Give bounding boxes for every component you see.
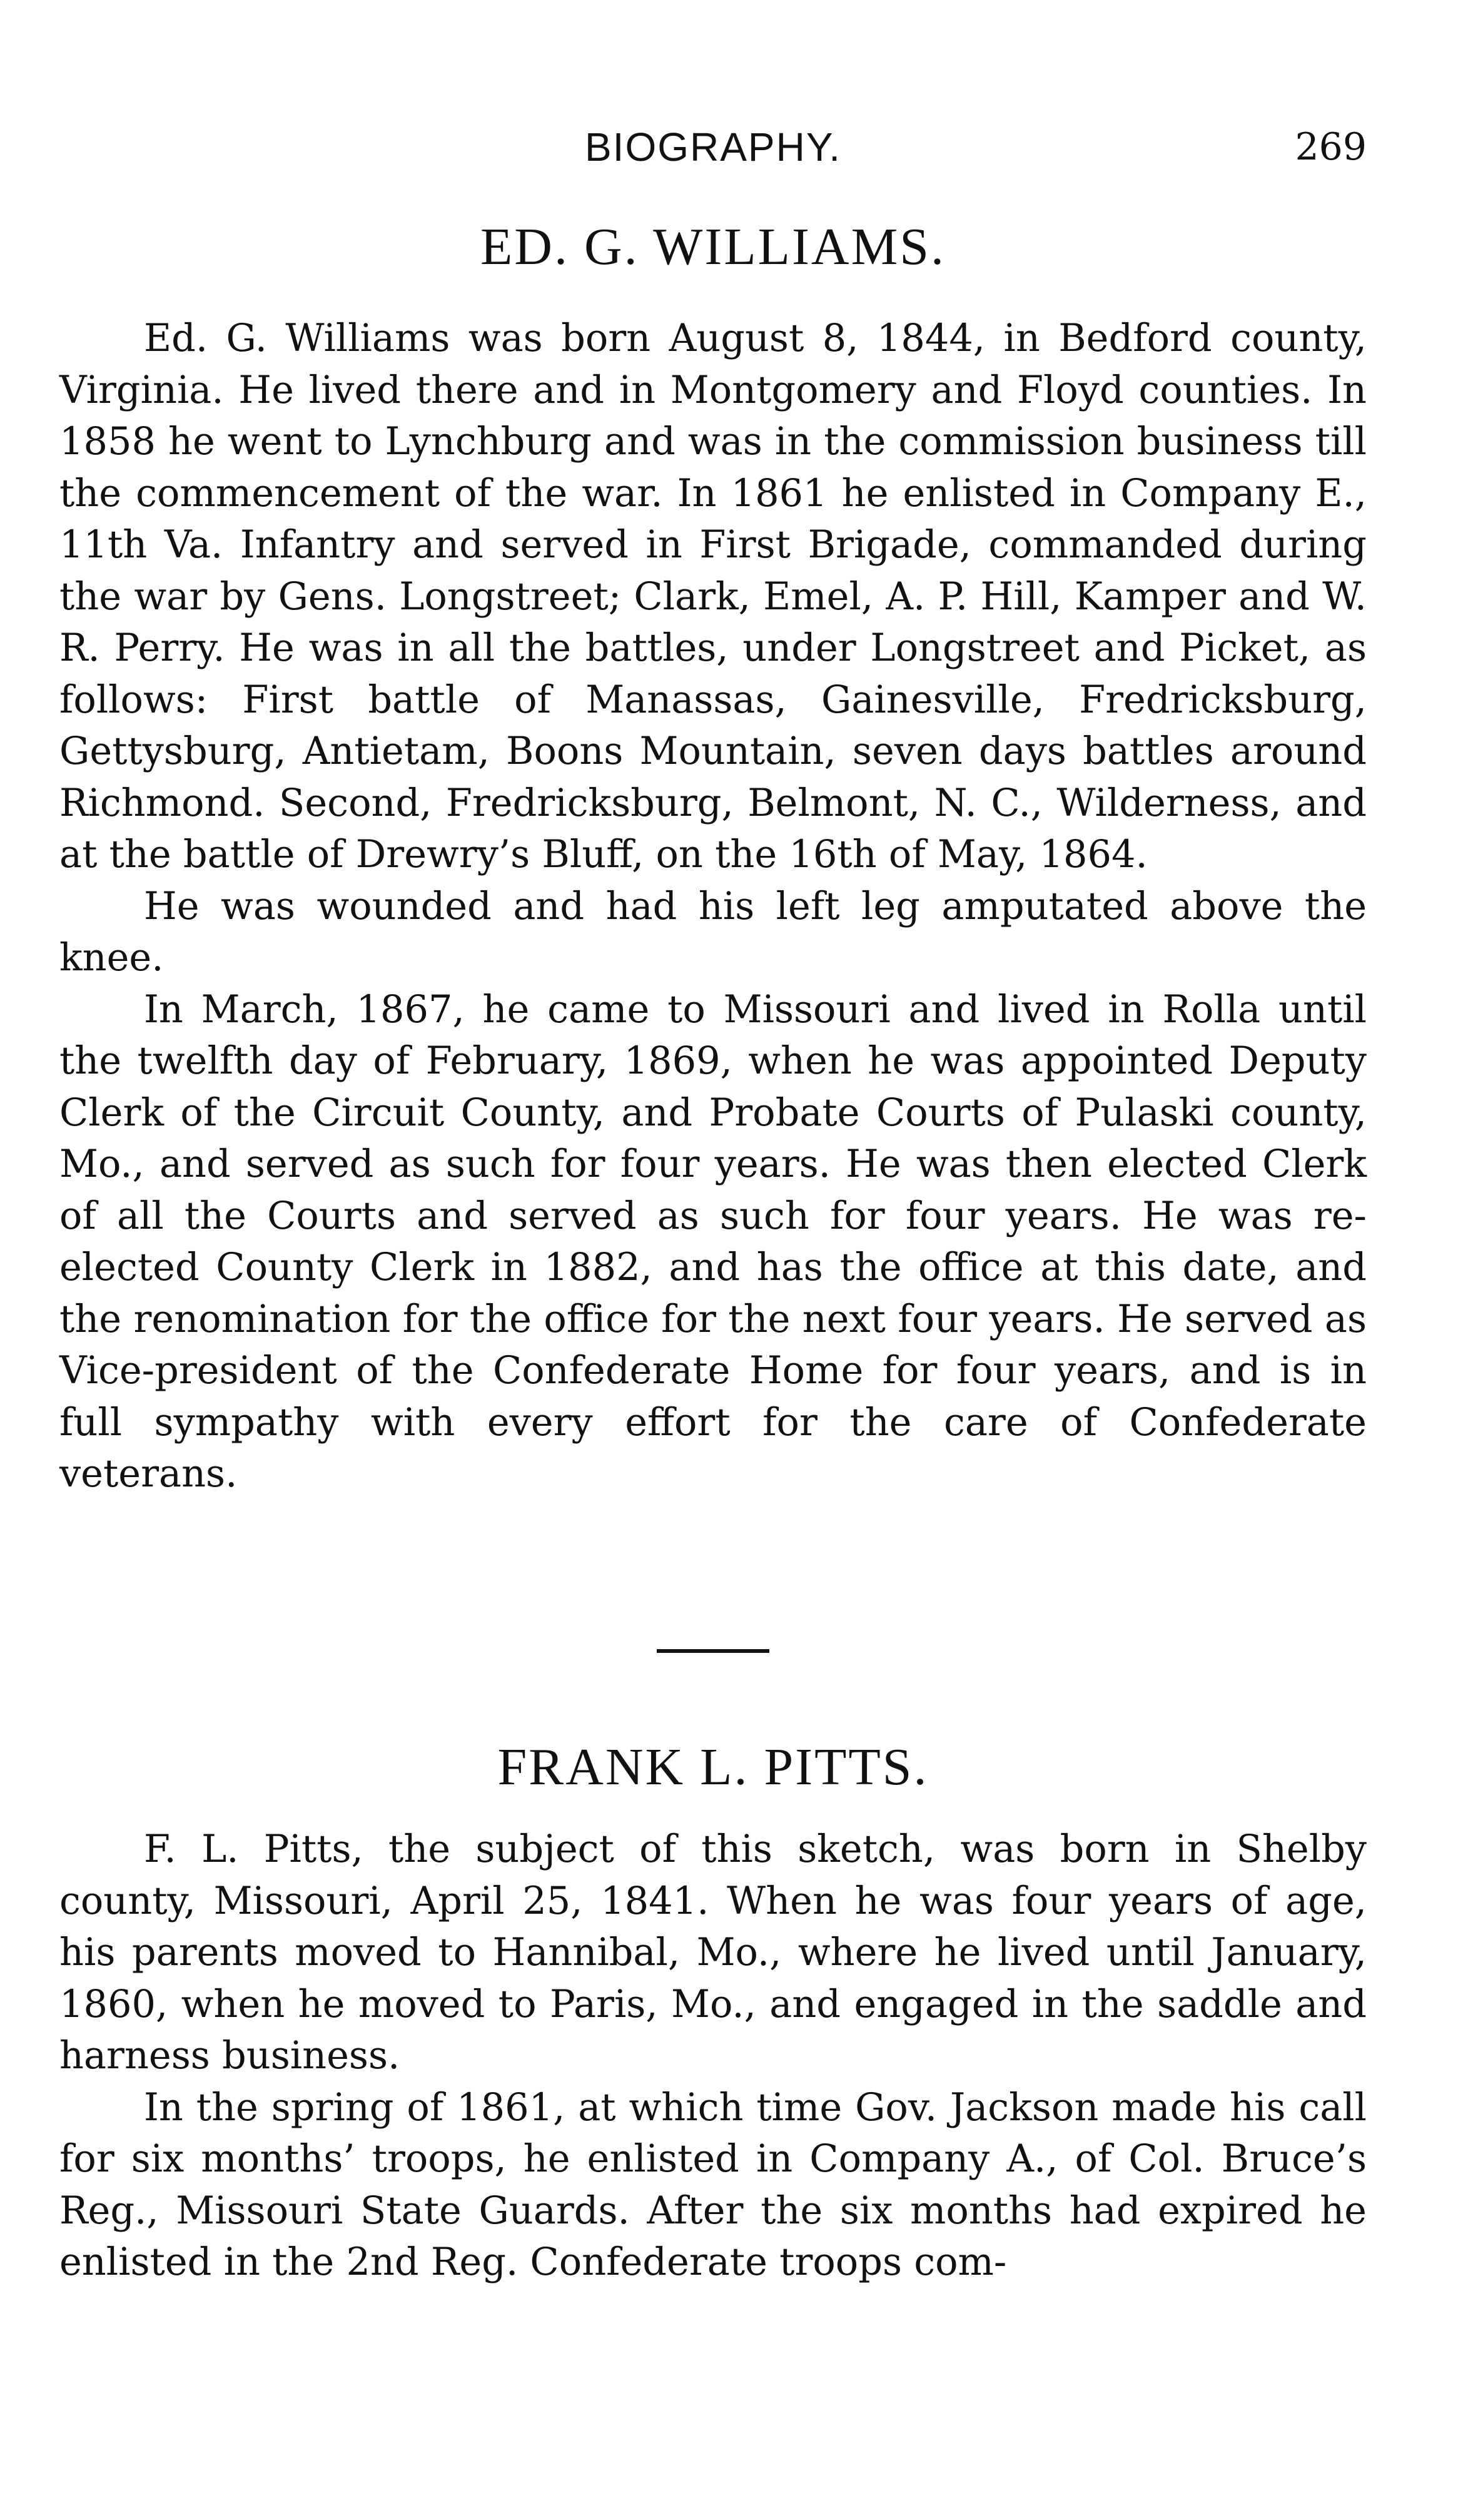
paragraph: F. L. Pitts, the subject of this sketch, was born in Shelby county, Missouri, April 25, 1841. When he was four years of age, his parents moved to Hannibal, Mo., where he lived until January, 1860, when he moved to Paris, Mo., and engaged in the saddle and harness business. xyxy=(59,1827,1367,2078)
running-header xyxy=(59,122,1367,172)
bio-text-williams xyxy=(59,313,1367,1500)
section-heading-williams: ED. G. WILLIAMS. xyxy=(480,218,946,276)
bio-text-pitts xyxy=(59,1824,1367,2289)
section-heading-pitts: FRANK L. PITTS. xyxy=(497,1738,929,1796)
section-divider xyxy=(657,1649,769,1653)
paragraph: In March, 1867, he came to Missouri and lived in Rolla until the twelfth day of February, 1869, when he was appointed Deputy Clerk of the Circuit County, and Probate Courts of Pulaski county, Mo., and served as such for four years. He was then elected Clerk of all the Courts and served as such for four years. He was re-elected County Clerk in 1882, and has the office at this date, and the renomination for the office for the next four years. He served as Vice-president of the Confederate Home for four years, and is in full sympathy with every effort for the care of Confederate veterans. xyxy=(59,987,1367,1496)
paragraph: Ed. G. Williams was born August 8, 1844, in Bedford county, Virginia. He lived there and in Montgomery and Floyd counties. In 1858 he went to Lynchburg and was in the commission business till the commencement of the war. In 1861 he enlisted in Company E., 11th Va. Infantry and served in First Brigade, commanded during the war by Gens. Longstreet; Clark, Emel, A. P. Hill, Kamper and W. R. Perry. He was in all the battles, under Longstreet and Picket, as follows: First battle of Manassas, Gainesville, Fredricksburg, Gettysburg, Antietam, Boons Mountain, seven days battles around Richmond. Second, Fredricksburg, Belmont, N. C., Wilderness, and at the battle of Drewry’s Bluff, on the 16th of May, 1864. xyxy=(59,317,1367,876)
page-number: 269 xyxy=(1295,125,1367,169)
paragraph: In the spring of 1861, at which time Gov. Jackson made his call for six months’ troops, he enlisted in Company A., of Col. Bruce’s Reg., Missouri State Guards. After the six months had expired he enlisted in the 2nd Reg. Confederate troops com- xyxy=(59,2085,1367,2284)
paragraph: He was wounded and had his left leg amputated above the knee. xyxy=(59,884,1367,980)
running-title: BIOGRAPHY. xyxy=(584,124,842,170)
